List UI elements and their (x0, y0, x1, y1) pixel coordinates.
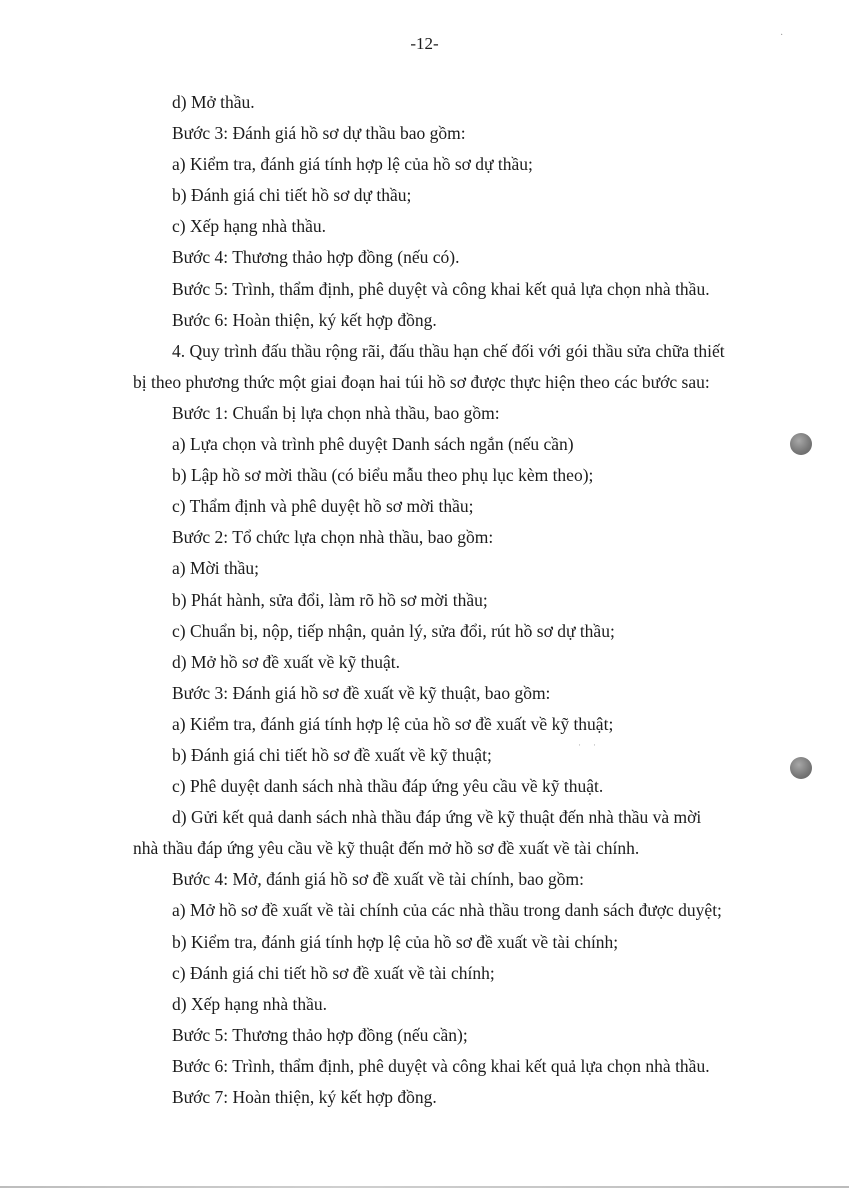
page-number: -12- (410, 34, 439, 53)
text-line: b) Đánh giá chi tiết hồ sơ đề xuất về kỹ thuật; (172, 744, 492, 765)
text-line: a) Mở hồ sơ đề xuất về tài chính của các nhà thầu trong danh sách được duyệt; (172, 900, 722, 921)
document-body (0, 87, 849, 1113)
text-line: Bước 6: Trình, thẩm định, phê duyệt và công khai kết quả lựa chọn nhà thầu. (172, 1055, 710, 1076)
scan-speck: · (780, 30, 784, 41)
text-line: Bước 4: Thương thảo hợp đồng (nếu có). (172, 247, 460, 268)
text-line: Bước 7: Hoàn thiện, ký kết hợp đồng. (172, 1087, 437, 1107)
text-line: Bước 2: Tổ chức lựa chọn nhà thầu, bao gồm: (172, 527, 494, 548)
text-line: a) Kiểm tra, đánh giá tính hợp lệ của hồ sơ đề xuất về kỹ thuật; (172, 713, 614, 734)
text-line: Bước 4: Mở, đánh giá hồ sơ đề xuất về tài chính, bao gồm: (172, 869, 584, 890)
text-line: d) Mở hồ sơ đề xuất về kỹ thuật. (172, 651, 400, 672)
scan-speck: ·· (578, 740, 608, 750)
text-line: a) Mời thầu; (172, 558, 260, 579)
text-line: b) Phát hành, sửa đổi, làm rõ hồ sơ mời thầu; (172, 589, 488, 610)
text-line: 4. Quy trình đấu thầu rộng rãi, đấu thầu hạn chế đối với gói thầu sửa chữa thiết (172, 340, 725, 361)
text-line: c) Thẩm định và phê duyệt hồ sơ mời thầu; (172, 496, 474, 517)
text-line: b) Đánh giá chi tiết hồ sơ dự thầu; (172, 185, 412, 206)
text-line: d) Gửi kết quả danh sách nhà thầu đáp ứng về kỹ thuật đến nhà thầu và mời (172, 807, 702, 828)
text-line: Bước 5: Trình, thẩm định, phê duyệt và công khai kết quả lựa chọn nhà thầu. (172, 278, 710, 299)
text-line: bị theo phương thức một giai đoạn hai túi hồ sơ được thực hiện theo các bước sau: (133, 371, 710, 392)
page-bottom-edge (0, 1186, 849, 1188)
punch-hole-mark (790, 433, 812, 455)
text-line: Bước 1: Chuẩn bị lựa chọn nhà thầu, bao gồm: (172, 402, 500, 423)
text-line: c) Phê duyệt danh sách nhà thầu đáp ứng yêu cầu về kỹ thuật. (172, 776, 604, 797)
text-line: Bước 3: Đánh giá hồ sơ đề xuất về kỹ thuật, bao gồm: (172, 682, 551, 703)
punch-hole-mark (790, 757, 812, 779)
text-line: b) Kiểm tra, đánh giá tính hợp lệ của hồ sơ đề xuất về tài chính; (172, 931, 619, 952)
text-line: d) Xếp hạng nhà thầu. (172, 993, 328, 1014)
text-line: c) Xếp hạng nhà thầu. (172, 216, 327, 237)
text-line: a) Lựa chọn và trình phê duyệt Danh sách ngắn (nếu cần) (172, 434, 574, 455)
text-line: nhà thầu đáp ứng yêu cầu về kỹ thuật đến mở hồ sơ đề xuất về tài chính. (133, 838, 640, 859)
text-line: c) Chuẩn bị, nộp, tiếp nhận, quản lý, sửa đổi, rút hồ sơ dự thầu; (172, 620, 615, 641)
text-line: d) Mở thầu. (172, 92, 255, 112)
text-line: c) Đánh giá chi tiết hồ sơ đề xuất về tài chính; (172, 962, 495, 983)
text-line: b) Lập hồ sơ mời thầu (có biểu mẫu theo phụ lục kèm theo); (172, 465, 594, 486)
text-line: a) Kiểm tra, đánh giá tính hợp lệ của hồ sơ dự thầu; (172, 154, 533, 175)
text-line: Bước 6: Hoàn thiện, ký kết hợp đồng. (172, 309, 437, 330)
text-line: Bước 3: Đánh giá hồ sơ dự thầu bao gồm: (172, 123, 466, 144)
text-line: Bước 5: Thương thảo hợp đồng (nếu cần); (172, 1024, 468, 1045)
